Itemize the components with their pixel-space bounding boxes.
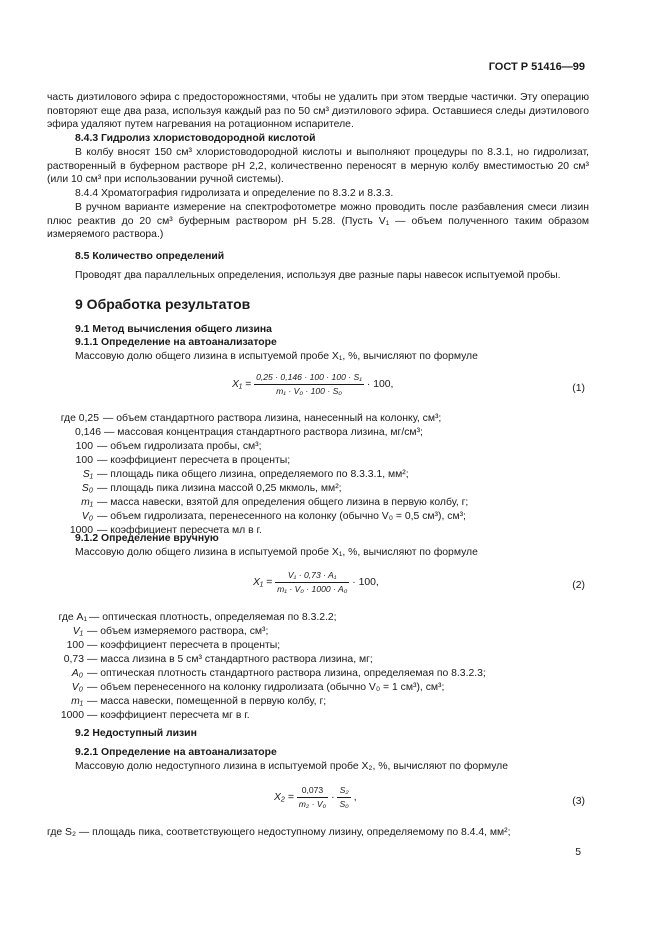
legend-1-sym-7: V₀: [81, 511, 93, 522]
legend-2-sym-6: m₁: [71, 696, 83, 707]
legend-2-txt-7: — коэффициент пересчета мг в г.: [87, 710, 250, 721]
legend-1-sym-5: S₀: [81, 483, 93, 494]
formula-1-tail: · 100,: [366, 378, 394, 390]
formula-3-fraction-a: [297, 785, 328, 810]
formula-3-fraction-b: [337, 785, 350, 810]
formula-1-number: (1): [572, 383, 585, 394]
legend-2-txt-4: — оптическая плотность стандартного раствора лизина, определяемая по 8.3.2.3;: [87, 668, 486, 679]
formula-2-fraction: [275, 570, 349, 595]
legend-1-sym-2: 100: [75, 441, 93, 452]
section-9-2-1-title: 9.2.1 Определение на автоанализаторе: [75, 747, 277, 758]
formula-1-legend: [47, 412, 607, 542]
legend-1-txt-4: — площадь пика общего лизина, определяемого по 8.3.3.1, мм²;: [97, 469, 409, 480]
legend-2-txt-6: — масса навески, помещенной в первую колбу, г;: [87, 696, 327, 707]
section-9-1-title: 9.1 Метод вычисления общего лизина: [75, 324, 272, 335]
formula-2-denominator: m₁ · V₀ · 1000 · A₀: [277, 584, 348, 594]
formula-1-lhs: X₁ =: [232, 378, 252, 390]
section-9-2-title: 9.2 Недоступный лизин: [75, 728, 197, 739]
formula-1-fraction: [254, 372, 364, 397]
section-8-4-3-text: В колбу вносят 150 см³ хлористоводородной кислоты и выполняют процедуры по 8.3.1, но гидролизат, растворенный в буферном растворе рН 2,2, количественно переносят в мерную колбу вместимостью 20 см³ (или 10 см³ при использовании ручной системы).: [47, 147, 589, 186]
intro-paragraph: часть диэтилового эфира с предосторожностями, чтобы не удалить при этом твердые частички. Эту операцию повторяют еще два раза, используя каждый раз по 50 см³ диэтилового эфира. Оставшиеся следы диэтилового эфира удаляют путем нагревания на ротационном испарителе.: [47, 92, 589, 131]
legend-1-txt-7: — объем гидролизата, перенесенного на колонку (обычно V₀ = 0,5 см³), см³;: [97, 511, 466, 522]
section-8-4-4-line: 8.4.4 Хроматография гидролизата и определение по 8.3.2 и 8.3.3.: [75, 188, 394, 199]
legend-1-sym-6: m₁: [81, 497, 93, 508]
document-header: ГОСТ Р 51416—99: [488, 61, 585, 73]
legend-1-sym-4: S₁: [82, 469, 93, 480]
section-9-1-2-text: Массовую долю общего лизина в испытуемой пробе X₁, %, вычисляют по формуле: [75, 547, 478, 558]
formula-2-number: (2): [572, 580, 585, 591]
legend-1-txt-3: — коэффициент пересчета в проценты;: [97, 455, 291, 466]
formula-2-numerator: V₁ · 0,73 · A₁: [275, 570, 349, 583]
formula-2-lhs: X₁ =: [253, 576, 273, 588]
legend-1-txt-6: — масса навески, взятой для определения общего лизина в первую колбу, г;: [97, 497, 469, 508]
formula-3-numerator-a: 0,073: [297, 785, 328, 798]
section-9-1-1-text: Массовую долю общего лизина в испытуемой пробе X₁, %, вычисляют по формуле: [75, 351, 478, 362]
legend-2-txt-0: — оптическая плотность, определяемая по 8.3.2.2;: [89, 612, 337, 623]
legend-2-txt-3: — масса лизина в 5 см³ стандартного раствора лизина, мг;: [87, 654, 373, 665]
section-8-5-title: 8.5 Количество определений: [75, 251, 225, 262]
formula-3-lhs: X₂ =: [274, 791, 294, 803]
section-8-4-4-text: В ручном варианте измерение на спектрофотометре можно проводить после разбавления смеси лизин плюс реактив до 20 см³ буферным раствором рН 5.28. (Пусть V₁ — объем полученного таким образом измеряемого раствора.): [47, 202, 589, 241]
formula-1-numerator: 0,25 · 0,146 · 100 · 100 · S₁: [254, 372, 364, 385]
formula-3: X₂ = $\frac{0,073}{\text{m₂ · V₀}}$ · $\frac{\text{S₂}}{\text{S₀}}$ ,: [274, 785, 357, 809]
legend-1-sym-8: 1000: [69, 525, 93, 536]
formula-2-legend: [47, 611, 607, 726]
legend-2-sym-2: 100: [66, 640, 84, 651]
section-9-1-2-title: 9.1.2 Определение вручную: [75, 533, 219, 544]
section-9-2-1-text: Массовую долю недоступного лизина в испытуемой пробе X₂, %, вычисляют по формуле: [75, 761, 509, 772]
section-9-1-1-title: 9.1.1 Определение на автоанализаторе: [75, 337, 277, 348]
legend-2-sym-4: A₀: [71, 668, 83, 679]
section-9-title: 9 Обработка результатов: [75, 296, 251, 312]
legend-2-sym-1: V₁: [72, 626, 83, 637]
legend-1-sym-1: 0,146: [74, 427, 101, 438]
formula-2-tail: · 100,: [352, 576, 379, 588]
legend-2-sym-7: 1000: [60, 710, 84, 721]
formula-3-denominator-b: S₀: [339, 799, 349, 809]
legend-1-txt-0: — объем стандартного раствора лизина, нанесенный на колонку, см³;: [103, 413, 442, 424]
formula-3-legend: где S₂ — площадь пика, соответствующего недоступному лизину, определяемому по 8.4.4, мм²;: [47, 827, 511, 838]
legend-2-txt-2: — коэффициент пересчета в проценты;: [87, 640, 281, 651]
section-8-5-text: Проводят два параллельных определения, используя две разные пары навесок испытуемой пробы.: [75, 270, 561, 281]
legend-1-txt-5: — площадь пика лизина массой 0,25 мкмоль, мм²;: [97, 483, 342, 494]
formula-1-denominator: m₁ · V₀ · 100 · S₀: [276, 386, 342, 396]
legend-1-sym-3: 100: [75, 455, 93, 466]
formula-2: [253, 570, 379, 595]
formula-3-denominator-a: m₂ · V₀: [298, 799, 327, 809]
legend-1-txt-2: — объем гидролизата пробы, см³;: [97, 441, 262, 452]
section-8-4-3-title: 8.4.3 Гидролиз хлористоводородной кислотой: [75, 133, 316, 144]
legend-2-txt-1: — объем измеряемого раствора, см³;: [87, 626, 269, 637]
formula-1: [232, 372, 393, 397]
legend-1-txt-1: — массовая концентрация стандартного раствора лизина, мг/см³;: [104, 427, 423, 438]
page-number: 5: [575, 847, 581, 858]
formula-3-numerator-b: S₂: [337, 785, 350, 798]
legend-2-sym-3: 0,73: [63, 654, 84, 665]
formula-3-number: (3): [572, 796, 585, 807]
legend-1-sym-0: где 0,25: [60, 413, 99, 424]
legend-2-txt-5: — объем перенесенного на колонку гидролизата (обычно V₀ = 1 см³), см³;: [87, 682, 445, 693]
legend-1-txt-8: — коэффициент пересчета мл в г.: [97, 525, 262, 536]
legend-2-sym-0: где A₁: [58, 612, 87, 623]
formula-3-tail: ,: [353, 791, 357, 803]
legend-2-sym-5: V₀: [71, 682, 83, 693]
